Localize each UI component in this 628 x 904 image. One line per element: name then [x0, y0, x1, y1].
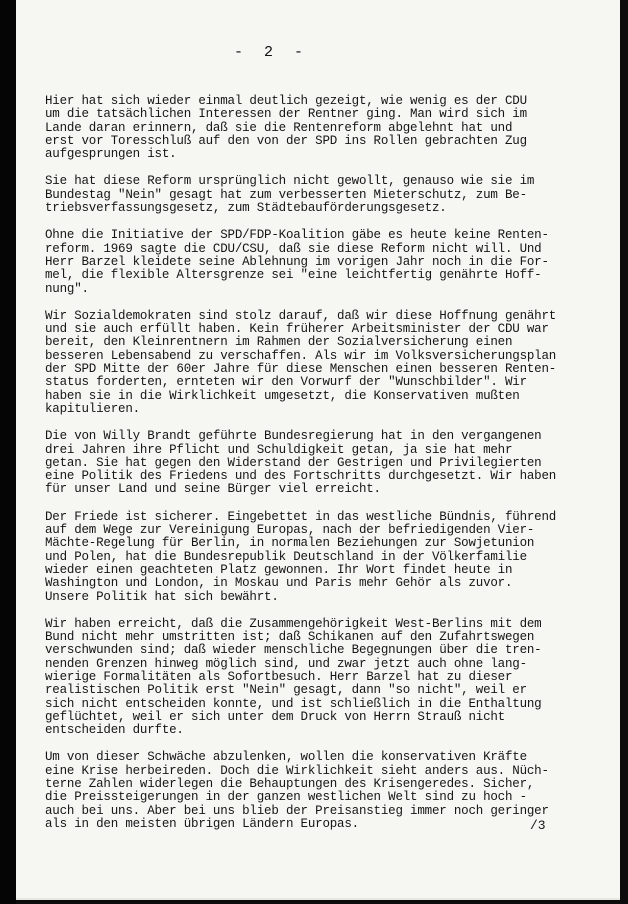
continuation-mark: /3: [530, 818, 546, 833]
text-line: Bund nicht mehr umstritten ist; daß Schikanen auf den Zufahrtswegen: [45, 630, 535, 645]
text-line: eine Krise herbeireden. Doch die Wirklichkeit sieht anders aus. Nüch-: [45, 763, 549, 778]
text-line: mel, die flexible Altersgrenze sei "eine leichtfertig genährte Hoff-: [45, 268, 542, 283]
text-line: realistischen Politik erst "Nein" gesagt, dann "so nicht", weil er: [45, 683, 527, 698]
text-line: und sie auch erfüllt haben. Kein früherer Arbeitsminister der CDU war: [45, 322, 549, 337]
text-line: status forderten, ernteten wir den Vorwurf der "Wunschbilder". Wir: [45, 375, 527, 390]
text-line: bereit, den Kleinrentnern im Rahmen der Sozialversicherung einen: [45, 335, 513, 350]
text-line: verschwunden sind; daß wieder menschliche Begegnungen über die tren-: [45, 643, 542, 658]
text-line: Ohne die Initiative der SPD/FDP-Koalition gäbe es heute keine Renten-: [45, 228, 549, 243]
paragraph: [45, 618, 565, 738]
text-line: besseren Lebensabend zu verschaffen. Als wir im Volksversicherungsplan: [45, 348, 557, 363]
text-line: erst vor Toresschluß auf den von der SPD ins Rollen gebrachten Zug: [45, 133, 527, 148]
text-line: Die von Willy Brandt geführte Bundesregierung hat in den vergangenen: [45, 429, 542, 444]
text-line: und Polen, hat die Bundesrepublik Deutschland in der Völkerfamilie: [45, 549, 527, 564]
text-line: reform. 1969 sagte die CDU/CSU, daß sie diese Reform nicht will. Und: [45, 241, 542, 256]
document-page: [16, 0, 620, 900]
paragraph: [45, 751, 565, 831]
text-line: auch bei uns. Aber bei uns blieb der Preisanstieg immer noch geringer: [45, 803, 549, 818]
text-line: drei Jahren ihre Pflicht und Schuldigkeit getan, ja sie hat mehr: [45, 442, 513, 457]
paragraph: [45, 175, 565, 215]
text-line: aufgesprungen ist.: [45, 147, 177, 162]
text-line: Um von dieser Schwäche abzulenken, wollen die konservativen Kräfte: [45, 750, 527, 765]
text-line: Washington und London, in Moskau und Paris mehr Gehör als zuvor.: [45, 576, 513, 591]
text-line: nenden Grenzen hinweg möglich sind, und zwar jetzt auch ohne lang-: [45, 656, 527, 671]
text-line: Der Friede ist sicherer. Eingebettet in das westliche Bündnis, führend: [45, 509, 557, 524]
scan-border: [0, 0, 16, 904]
text-line: Mächte-Regelung für Berlin, in normalen Beziehungen zur Sowjetunion: [45, 536, 535, 551]
document-body: [45, 95, 565, 845]
paragraph: [45, 95, 565, 161]
text-line: getan. Sie hat gegen den Widerstand der Gestrigen und Privilegierten: [45, 455, 542, 470]
text-line: geflüchtet, weil er sich unter dem Druck von Herrn Strauß nicht: [45, 709, 505, 724]
text-line: auf dem Wege zur Vereinigung Europas, nach der befriedigenden Vier-: [45, 523, 535, 538]
text-line: sich nicht entscheiden konnte, und ist schließlich in die Enthaltung: [45, 696, 542, 711]
text-line: der SPD Mitte der 60er Jahre für diese Menschen einen besseren Renten-: [45, 362, 557, 377]
text-line: kapitulieren.: [45, 401, 140, 416]
text-line: Sie hat diese Reform ursprünglich nicht gewollt, genauso wie sie im: [45, 174, 535, 189]
text-line: um die tatsächlichen Interessen der Rentner ging. Man wird sich im: [45, 107, 527, 122]
paragraph: [45, 430, 565, 496]
text-line: entscheiden durfte.: [45, 723, 184, 738]
paragraph: [45, 310, 565, 416]
text-line: wierige Formalitäten als Sofortbesuch. Herr Barzel hat zu dieser: [45, 669, 513, 684]
text-line: triebsverfassungsgesetz, zum Städtebauförderungsgesetz.: [45, 201, 447, 216]
text-line: wieder einen geachteten Platz gewonnen. Ihr Wort findet heute in: [45, 562, 513, 577]
page-number: - 2 -: [234, 44, 310, 61]
text-line: als in den meisten übrigen Ländern Europas.: [45, 816, 359, 831]
text-line: für unser Land und seine Bürger viel erreicht.: [45, 482, 381, 497]
text-line: terne Zahlen widerlegen die Behauptungen des Krisengeredes. Sicher,: [45, 777, 535, 792]
text-line: Bundestag "Nein" gesagt hat zum verbesserten Mieterschutz, zum Be-: [45, 187, 527, 202]
text-line: Hier hat sich wieder einmal deutlich gezeigt, wie wenig es der CDU: [45, 94, 527, 108]
text-line: Wir haben erreicht, daß die Zusammengehörigkeit West-Berlins mit dem: [45, 616, 542, 631]
paragraph: [45, 511, 565, 604]
text-line: Wir Sozialdemokraten sind stolz darauf, daß wir diese Hoffnung genährt: [45, 308, 557, 323]
text-line: die Preissteigerungen in der ganzen westlichen Welt sind zu hoch -: [45, 790, 527, 805]
text-line: Lande daran erinnern, daß sie die Rentenreform abgelehnt hat und: [45, 120, 513, 135]
text-line: Unsere Politik hat sich bewährt.: [45, 589, 279, 604]
text-line: haben sie in die Wirklichkeit umgesetzt, die Konservativen mußten: [45, 388, 520, 403]
paragraph: [45, 229, 565, 295]
text-line: eine Politik des Friedens und des Fortschritts durchgesetzt. Wir haben: [45, 469, 557, 484]
text-line: nung".: [45, 281, 89, 296]
text-line: Herr Barzel kleidete seine Ablehnung im vorigen Jahr noch in die For-: [45, 254, 549, 269]
